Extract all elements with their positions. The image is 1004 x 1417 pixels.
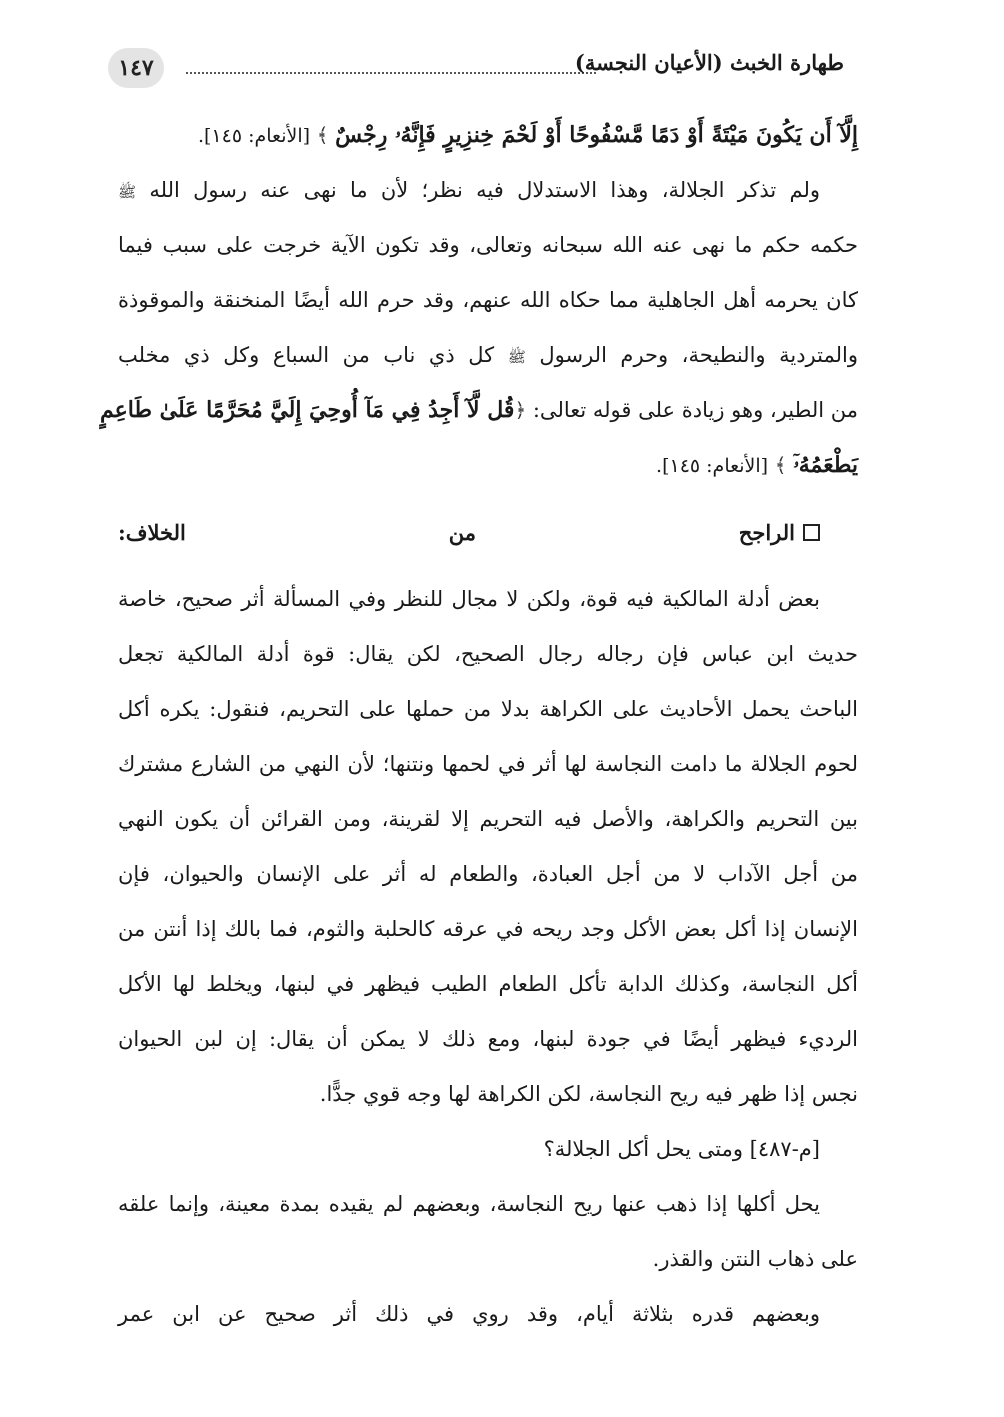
page-body — [100, 108, 858, 1342]
paragraph-line: حكمه حكم ما نهى عنه الله سبحانه وتعالى، وقد تكون الآية خرجت على سبب فيما — [118, 233, 858, 257]
question-line: [م-٤٨٧] ومتى يحل أكل الجلالة؟ — [543, 1137, 820, 1161]
paragraph-line: من أجل الآداب لا من أجل العبادة، والطعام له أثر على الإنسان والحيوان، فإن — [118, 862, 858, 886]
paragraph-line — [118, 163, 858, 218]
running-title: طهارة الخبث (الأعيان النجسة) — [574, 50, 844, 75]
page-header — [108, 42, 858, 98]
paragraph-line: كان يحرمه أهل الجاهلية مما حكاه الله عنهم، وقد حرم الله أيضًا المنخنقة والموقوذة — [118, 288, 858, 312]
paragraph-line: بين التحريم والكراهة، والأصل فيه التحريم إلا لقرينة، ومن القرائن أن يكون النهي — [118, 807, 858, 831]
line-text: والمتردية والنطيحة، وحرم الرسول — [539, 343, 858, 367]
verse-reference: [الأنعام: ١٤٥]. — [197, 125, 311, 147]
verse-end-ornament: ﴾ — [316, 123, 329, 147]
verse-reference: [الأنعام: ١٤٥]. — [656, 455, 769, 477]
page-number: ١٤٧ — [108, 48, 164, 88]
paragraph-line: الرديء فيظهر أيضًا في جودة لبنها، ومع ذلك لا يمكن أن يقال: إن لبن الحيوان — [118, 1027, 858, 1051]
paragraph-line: الباحث يحمل الأحاديث على الكراهة بدلا من حملها على التحريم، فنقول: يكره أكل — [118, 697, 858, 721]
line-text: ولم تذكر الجلالة، وهذا الاستدلال فيه نظر؛ لأن ما نهى عنه رسول الله — [149, 178, 820, 202]
salutation-glyph: ﷺ — [118, 183, 137, 201]
paragraph-line: على ذهاب النتن والقذر. — [652, 1247, 858, 1271]
paragraph-line: حديث ابن عباس فإن رجاله رجال الصحيح، لكن يقال: قوة أدلة المالكية تجعل — [118, 642, 858, 666]
checkbox-square-icon — [803, 524, 820, 541]
verse-line — [118, 108, 858, 163]
quran-verse: قُل لَّآ أَجِدُ فِي مَآ أُوحِيَ إِلَيَّ مُحَرَّمًا عَلَىٰ طَاعِمٍ — [100, 397, 515, 423]
paragraph-line: بعض أدلة المالكية فيه قوة، ولكن لا مجال للنظر وفي المسألة أثر صحيح، خاصة — [118, 587, 820, 611]
quran-verse: إِلَّآ أَن يَكُونَ مَيْتَةً أَوْ دَمًا مَّسْفُوحًا أَوْ لَحْمَ خِنزِيرٍ فَإِنَّهُۥ رِجْسٌ — [335, 122, 858, 148]
paragraph-line: يحل أكلها إذا ذهب عنها ريح النجاسة، وبعضهم لم يقيده بمدة معينة، وإنما علقه — [118, 1192, 820, 1216]
heading-text: الراجح من الخلاف: — [118, 520, 795, 545]
salutation-glyph: ﷺ — [507, 348, 526, 366]
verse-end-ornament: ﴾ — [774, 453, 787, 477]
paragraph-line — [118, 328, 858, 383]
paragraph-line: الإنسان إذا أكل بعض الأكل وجد ريحه في عرقه كالحلبة والثوم، فما بالك إذا أنتن من — [118, 917, 858, 941]
quran-verse: يَطْعَمُهُۥٓ — [793, 452, 858, 478]
line-text: كل ذي ناب من السباع وكل ذي مخلب — [118, 343, 495, 367]
paragraph-line: أكل النجاسة، وكذلك الدابة تأكل الطعام الطيب فيظهر في لبنها، ويخلط لها الأكل — [118, 972, 858, 996]
line-text: من الطير، وهو زيادة على قوله تعالى: — [532, 398, 858, 422]
paragraph-line: لحوم الجلالة ما دامت النجاسة لها أثر في لحمها ونتنها؛ لأن النهي من الشارع مشترك — [118, 752, 858, 776]
paragraph-line: نجس إذا ظهر فيه ريح النجاسة، لكن الكراهة لها وجه قوي جدًّا. — [319, 1082, 858, 1106]
paragraph-line — [118, 438, 858, 493]
paragraph-line: وبعضهم قدره بثلاثة أيام، وقد روي في ذلك أثر صحيح عن ابن عمر — [118, 1302, 820, 1326]
section-heading — [118, 505, 858, 560]
verse-start-ornament: ﴿ — [514, 398, 527, 422]
header-dotted-leader — [186, 72, 596, 74]
paragraph-line — [100, 383, 858, 438]
